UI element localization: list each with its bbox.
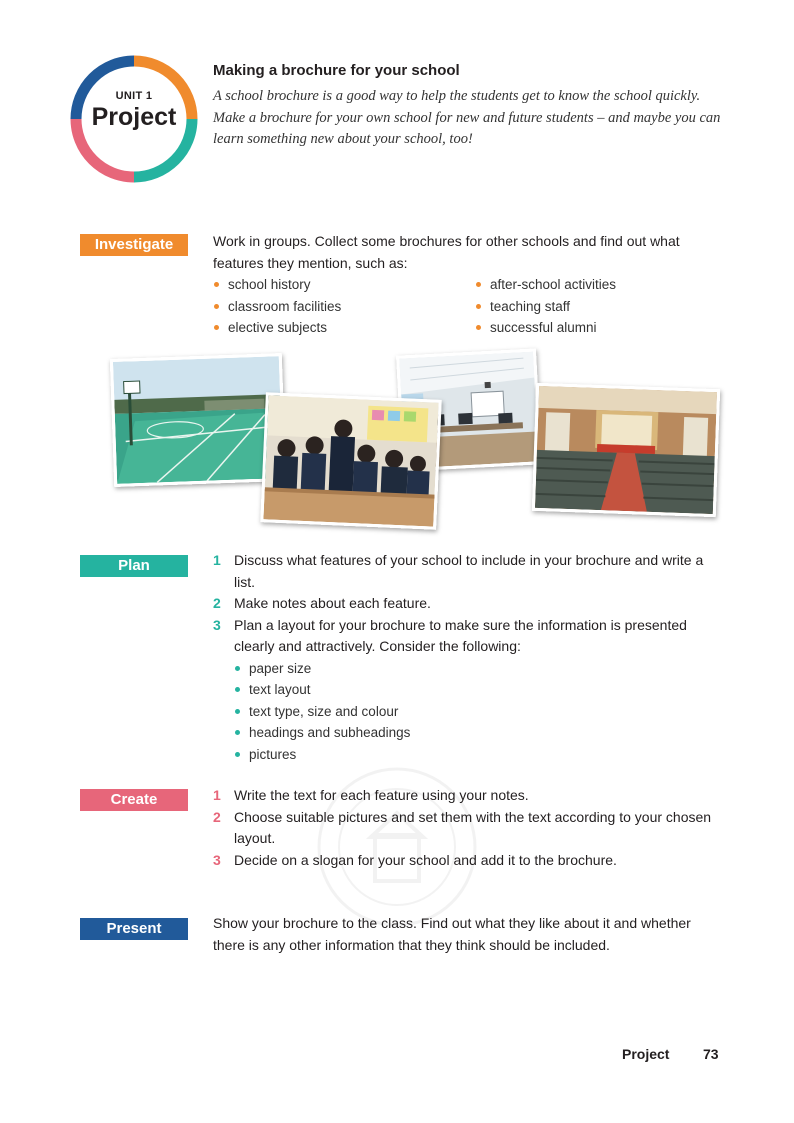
- list-item: after-school activities: [475, 274, 616, 296]
- footer-section-label: Project: [622, 1046, 670, 1062]
- step-number: 1: [213, 787, 221, 803]
- list-item: teaching staff: [475, 296, 616, 318]
- present-label: Present: [80, 918, 188, 940]
- feature-list-left: [213, 274, 341, 339]
- list-item: [213, 850, 723, 872]
- list-item: [213, 593, 723, 615]
- plan-label: Plan: [80, 555, 188, 577]
- investigate-text: Work in groups. Collect some brochures for other schools and find out what features they mention, such as:: [213, 233, 680, 271]
- step-text: Discuss what features of your school to include in your brochure and write a list.: [234, 552, 704, 590]
- list-item: classroom facilities: [213, 296, 341, 318]
- feature-list-right: [475, 274, 616, 339]
- investigate-label: Investigate: [80, 234, 188, 256]
- page-number: 73: [703, 1046, 719, 1062]
- step-text: Write the text for each feature using your notes.: [234, 787, 529, 803]
- create-steps: [213, 785, 723, 871]
- badge-project-word: Project: [91, 103, 177, 131]
- step-number: 1: [213, 552, 221, 568]
- badge-unit-label: UNIT 1: [115, 90, 153, 102]
- step-number: 3: [213, 851, 221, 868]
- list-item: text layout: [234, 679, 723, 701]
- list-item: pictures: [234, 744, 723, 766]
- layout-considerations: [234, 658, 723, 766]
- list-item: [213, 807, 723, 850]
- step-text: Choose suitable pictures and set them with the text according to your chosen layout.: [234, 808, 712, 846]
- step-text: Plan a layout for your brochure to make sure the information is presented clearly and attractively. Consider the following:: [234, 616, 687, 654]
- step-text: Decide on a slogan for your school and add it to the brochure.: [234, 851, 617, 868]
- create-label: Create: [80, 789, 188, 811]
- list-item: paper size: [234, 658, 723, 680]
- page-title: Making a brochure for your school: [213, 62, 460, 79]
- photo-students-classroom: [260, 392, 442, 530]
- list-item: elective subjects: [213, 317, 341, 339]
- list-item: text type, size and colour: [234, 701, 723, 723]
- step-number: 3: [213, 616, 221, 633]
- list-item: [213, 615, 723, 766]
- photo-sports-court: [110, 353, 286, 487]
- step-number: 2: [213, 595, 221, 611]
- photo-auditorium: [532, 383, 720, 517]
- list-item: [213, 785, 723, 807]
- list-item: headings and subheadings: [234, 722, 723, 744]
- present-text: Show your brochure to the class. Find out what they like about it and whether there is any other information that they think should be included.: [213, 915, 691, 953]
- step-number: 2: [213, 808, 221, 825]
- plan-steps: [213, 550, 723, 765]
- step-text: Make notes about each feature.: [234, 595, 431, 611]
- list-item: school history: [213, 274, 341, 296]
- list-item: [213, 550, 723, 593]
- list-item: successful alumni: [475, 317, 616, 339]
- intro-paragraph: A school brochure is a good way to help the students get to know the school quickly. Make a brochure for your own school for new and future students – and maybe you can learn something new about your school, too!: [213, 88, 721, 147]
- unit-project-badge: [70, 55, 198, 183]
